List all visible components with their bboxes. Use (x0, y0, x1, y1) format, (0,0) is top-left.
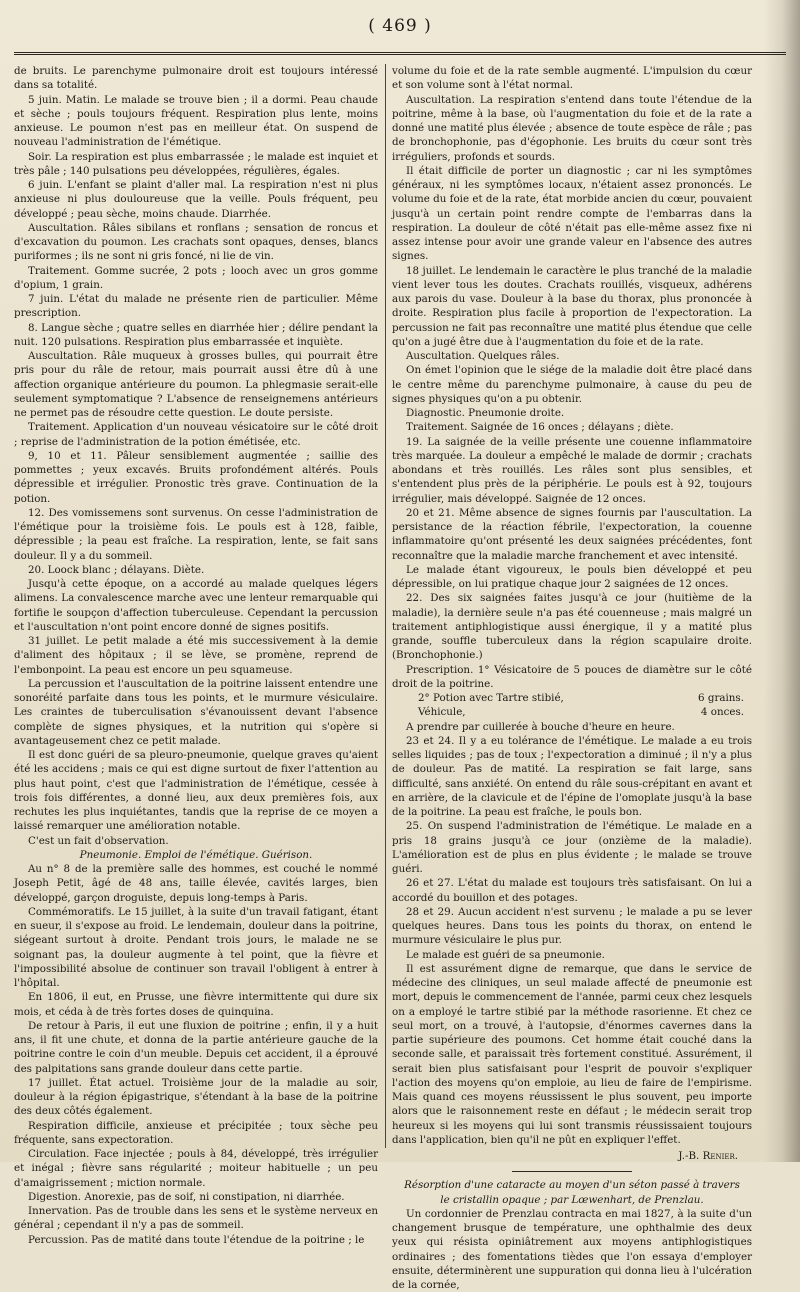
paragraph: La percussion et l'auscultation de la poitrine laissent entendre une sonoréité parfaite dans tous les points, et le murmure vésiculaire. Les craintes de tuberculisation s'évanouissent devant l'absence complète de signes physiques, et la nutrition qui s'opère si avantageusement chez ce petit malade. (14, 677, 378, 747)
paragraph: 7 juin. L'état du malade ne présente rien de particulier. Même prescription. (14, 293, 378, 320)
prescription-item: 2° Potion avec Tartre stibié, (418, 692, 564, 704)
paragraph: De retour à Paris, il eut une fluxion de poitrine ; enfin, il y a huit ans, il fit une chute, et donna de la partie antérieure gauche de la poitrine contre le coin d'un meuble. Depuis cet accident, il a éprouvé des palpitations sans grande douleur dans cette partie. (14, 1019, 378, 1075)
paragraph: Circulation. Face injectée ; pouls à 84, développé, très irrégulier et inégal ; fièvre sans régularité ; moiteur habituelle ; un peu d'amaigrissement ; miction normale. (14, 1148, 378, 1189)
paragraph: Digestion. Anorexie, pas de soif, ni constipation, ni diarrhée. (28, 1190, 345, 1203)
paragraph: Diagnostic. Pneumonie droite. (406, 407, 565, 419)
paragraph: Prescription. 1° Vésicatoire de 5 pouces de diamètre sur le côté droit de la poitrine. (392, 663, 752, 690)
paragraph: Auscultation. La respiration s'entend dans toute l'étendue de la poitrine, même à la base, où l'augmentation du foie et de la rate a donné une matité plus élevée ; absence de toute espèce de râle ; pas de bronchophonie, pas d'égophonie. Les bruits du cœur sont très irréguliers, profonds et sourds. (392, 93, 752, 163)
paragraph: 5 juin. Matin. Le malade se trouve bien ; il a dormi. Peau chaude et sèche ; pouls toujours fréquent. Respiration plus lente, moins anxieuse. Le poumon n'est pas en meilleur état. On suspend de nouveau l'administration de l'émétique. (14, 93, 378, 149)
paragraph: Au n° 8 de la première salle des hommes, est couché le nommé Joseph Petit, âgé de 48 ans, taille élevée, cavités larges, bien développé, garçon droguiste, depuis long-temps à Paris. (14, 863, 378, 904)
paragraph: En 1806, il eut, en Prusse, une fièvre intermittente qui dure six mois, et céda à de très fortes doses de quinquina. (14, 991, 378, 1018)
prescription-line (392, 691, 752, 705)
paragraph: Le malade est guéri de sa pneumonie. (406, 948, 605, 961)
paragraph: Il était difficile de porter un diagnostic ; car ni les symptômes généraux, ni les symptômes locaux, n'étaient assez prononcés. Le volume du foie et de la rate, état morbide ancien du cœur, pouvaient jusqu'à un certain point rendre compte de l'embarras dans la respiration. La douleur de côté n'était pas elle-même assez fixe ni assez intense pour avoir une grande valeur en l'absence des autres signes. (392, 164, 752, 263)
paragraph: de bruits. Le parenchyme pulmonaire droit est toujours intéressé dans sa totalité. (14, 65, 378, 92)
paragraph: Jusqu'à cette époque, on a accordé au malade quelques légers alimens. La convalescence marche avec une lenteur remarquable qui fortifie le soupçon d'affection tuberculeuse. Cependant la percussion et l'auscultation n'ont point encore donné de signes positifs. (14, 578, 378, 633)
paragraph: Auscultation. Râle muqueux à grosses bulles, qui pourrait être pris pour du râle de retour, mais pourrait aussi être dû à une affection organique antérieure du poumon. La phlegmasie serait-elle seulement symptomatique ? L'absence de renseignemens antérieurs ne permet pas de résoudre cette question. Le doute persiste. (14, 350, 378, 419)
paragraph: Traitement. Saignée de 16 onces ; délayans ; diète. (406, 421, 674, 434)
paragraph: Innervation. Pas de trouble dans les sens et le système nerveux en général ; cependant il n'y a pas de sommeil. (14, 1205, 378, 1232)
paragraph: 28 et 29. Aucun accident n'est survenu ; le malade a pu se lever quelques heures. Dans tous les points du thorax, on entend le murmure vésiculaire le plus pur. (392, 905, 752, 947)
page-edge-shadow (764, 0, 800, 1162)
paragraph: 12. Des vomissemens sont survenus. On cesse l'administration de l'émétique pour la troisième fois. Le pouls est à 128, faible, dépressible ; la peau est fraîche. La respiration, lente, se fait sans douleur. Il y a du sommeil. (14, 506, 378, 562)
page-header (14, 6, 786, 56)
paragraph: Soir. La respiration est plus embarrassée ; le malade est inquiet et très pâle ; 140 pulsations peu développées, régulières, égales. (14, 150, 378, 177)
paragraph: 6 juin. L'enfant se plaint d'aller mal. La respiration n'est ni plus anxieuse ni plus douloureuse que la veille. Pouls fréquent, peu développé ; peau sèche, moins chaude. Diarrhée. (14, 179, 378, 220)
article-title: Résorption d'une cataracte au moyen d'un séton passé à travers le cristallin opaque ; par Lœwenhart, de Prenzlau. (404, 1179, 740, 1206)
paragraph: 19. La saignée de la veille présente une couenne inflammatoire très marquée. La douleur a empêché le malade de dormir ; crachats abondans et très rouillés. Les râles sont plus sensibles, et s'entendent plus près de la périphérie. Le pouls est à 92, toujours irrégulier, mais développé. Saignée de 12 onces. (392, 435, 752, 505)
author-signature: J.-B. Renier. (678, 1150, 738, 1162)
paragraph: volume du foie et de la rate semble augmenté. L'impulsion du cœur et son volume sont à l'état normal. (392, 65, 752, 92)
paragraph: 20. Loock blanc ; délayans. Diète. (28, 563, 205, 576)
paragraph: Traitement. Gomme sucrée, 2 pots ; looch avec un gros gomme d'opium, 1 grain. (14, 264, 378, 291)
paragraph: 18 juillet. Le lendemain le caractère le plus tranché de la maladie vient lever tous les doutes. Crachats rouillés, visqueux, adhérens aux parois du vase. Douleur à la base du thorax, plus prononcée à droite. Respiration plus facile à proportion de l'expectoration. La percussion ne fait pas reconnaître une matité plus étendue que celle qu'on a jugé être due à l'augmentation du foie et de la rate. (392, 264, 752, 348)
paragraph: 23 et 24. Il y a eu tolérance de l'émétique. Le malade a eu trois selles liquides ; pas de toux ; l'expectoration a diminué ; il n'y a plus de douleur. Pas de matité. La respiration se fait large, sans difficulté, sans anxiété. On entend du râle sous-crépitant en avant et en arrière, de la clavicule et de l'épine de l'omoplate jusqu'à la base de la poitrine. La peau est fraîche, le pouls bon. (392, 734, 752, 818)
paragraph: C'est un fait d'observation. (28, 834, 169, 847)
article-separator (512, 1171, 632, 1172)
right-column (392, 64, 752, 1291)
prescription-quantity: 6 grains. (698, 692, 744, 704)
header-rule (14, 52, 786, 55)
paragraph: Commémoratifs. Le 15 juillet, à la suite d'un travail fatigant, étant en sueur, il s'expose au froid. Le lendemain, douleur dans la poitrine, siégeant surtout à droite. Pendant trois jours, le malade ne se soignant pas, la douleur augmente à tel point, que la fièvre et l'impossibilité absolue de continuer son travail l'obligent à entrer à l'hôpital. (14, 905, 378, 989)
paragraph: Auscultation. Râles sibilans et ronflans ; sensation de roncus et d'excavation du poumon. Les crachats sont opaques, denses, blancs puriformes ; ils ne sont ni gris foncé, ni lie de vin. (14, 221, 378, 263)
paragraph: A prendre par cuillerée à bouche d'heure en heure. (406, 720, 675, 733)
prescription-quantity: 4 onces. (700, 706, 744, 719)
paragraph: Le malade étant vigoureux, le pouls bien développé et peu dépressible, on lui pratique chaque jour 2 saignées de 12 onces. (392, 563, 752, 590)
left-column (14, 64, 378, 1246)
paragraph: 22. Des six saignées faites jusqu'à ce jour (huitième de la maladie), la dernière seule n'a pas été couenneuse ; mais malgré un traitement antiphlogistique aussi énergique, il y a matité plus grande, souffle tuberculeux dans la région scapulaire droite. (Bronchophonie.) (392, 592, 752, 662)
paragraph: 25. On suspend l'administration de l'émétique. Le malade en a pris 18 grains jusqu'à ce jour (onzième de la maladie). L'amélioration est de plus en plus évidente ; le malade se trouve guéri. (392, 820, 752, 875)
paragraph: 26 et 27. L'état du malade est toujours très satisfaisant. On lui a accordé du bouillon et des potages. (392, 877, 752, 904)
paragraph: 20 et 21. Même absence de signes fournis par l'auscultation. La persistance de la réaction fébrile, l'expectoration, la couenne inflammatoire qu'ont présenté les deux saignées précédentes, font reconnaître que la maladie marche franchement et avec intensité. (392, 506, 752, 562)
column-divider (385, 64, 386, 1148)
paragraph: Respiration difficile, anxieuse et précipitée ; toux sèche peu fréquente, sans expectoration. (14, 1119, 378, 1146)
paragraph: Percussion. Pas de matité dans toute l'étendue de la poitrine ; le (28, 1233, 365, 1246)
paragraph: Il est donc guéri de sa pleuro-pneumonie, quelque graves qu'aient été les accidens ; mais ce qui est digne surtout de fixer l'attention au plus haut point, c'est que l'administration de l'émétique, cessée à trois fois différentes, a donné lieu, aux deux premières fois, aux rechutes les plus inquiétantes, tandis que la reprise de ce moyen a laissé remarquer une amélioration notable. (14, 749, 378, 833)
paragraph: 17 juillet. État actuel. Troisième jour de la maladie au soir, douleur à la région épigastrique, s'étendant à la base de la poitrine des deux côtés également. (14, 1076, 378, 1118)
paragraph: 9, 10 et 11. Pâleur sensiblement augmentée ; saillie des pommettes ; yeux excavés. Bruits profondément altérés. Pouls dépressible et irrégulier. Pronostic très grave. Continuation de la potion. (14, 449, 378, 505)
paragraph: 8. Langue sèche ; quatre selles en diarrhée hier ; délire pendant la nuit. 120 pulsations. Respiration plus embarrassée et inquiète. (14, 321, 378, 348)
page-number: ( 469 ) (368, 16, 432, 36)
section-title: Pneumonie. Emploi de l'émétique. Guérison. (79, 848, 313, 861)
paragraph: Traitement. Application d'un nouveau vésicatoire sur le côté droit ; reprise de l'administration de la potion émétisée, etc. (14, 421, 378, 448)
prescription-line (392, 705, 752, 719)
paragraph: Auscultation. Quelques râles. (406, 350, 560, 362)
paragraph: On émet l'opinion que le siége de la maladie doit être placé dans le centre même du parenchyme pulmonaire, à cause du peu de signes physiques qu'on a pu obtenir. (392, 364, 752, 405)
paragraph: Il est assurément digne de remarque, que dans le service de médecine des cliniques, un seul malade affecté de pneumonie est mort, depuis le commencement de l'année, parmi ceux chez lesquels on a employé le tartre stibié par la méthode rasorienne. Et chez ce seul mort, on a trouvé, à l'autopsie, d'énormes cavernes dans la partie supérieure des poumons. Cet homme était couché dans la seconde salle, et paraissait très fortement constitué. Assurément, il serait bien plus satisfaisant pour l'esprit de pouvoir s'expliquer l'action des moyens qu'on emploie, au lieu de faire de l'empirisme. Mais quand ces moyens réussissent le plus souvent, peu importe alors que le raisonnement reste en défaut ; le médecin serait trop heureux si les moyens qui lui sont transmis réussissaient toujours dans l'application, bien qu'il ne pût en expliquer l'effet. (392, 962, 752, 1146)
prescription-item: Véhicule, (418, 706, 466, 719)
paragraph: Un cordonnier de Prenzlau contracta en mai 1827, à la suite d'un changement brusque de température, une ophthalmie des deux yeux qui résista opiniâtrement aux moyens antiphlogistiques ordinaires ; des fomentations tièdes que l'on essaya d'employer ensuite, déterminèrent une suppuration qui donna lieu à l'ulcération de la cornée, (392, 1207, 752, 1291)
paragraph: 31 juillet. Le petit malade a été mis successivement à la demie d'aliment des hôpitaux ; il se lève, se promène, reprend de l'embonpoint. La peau est encore un peu squameuse. (14, 635, 378, 676)
